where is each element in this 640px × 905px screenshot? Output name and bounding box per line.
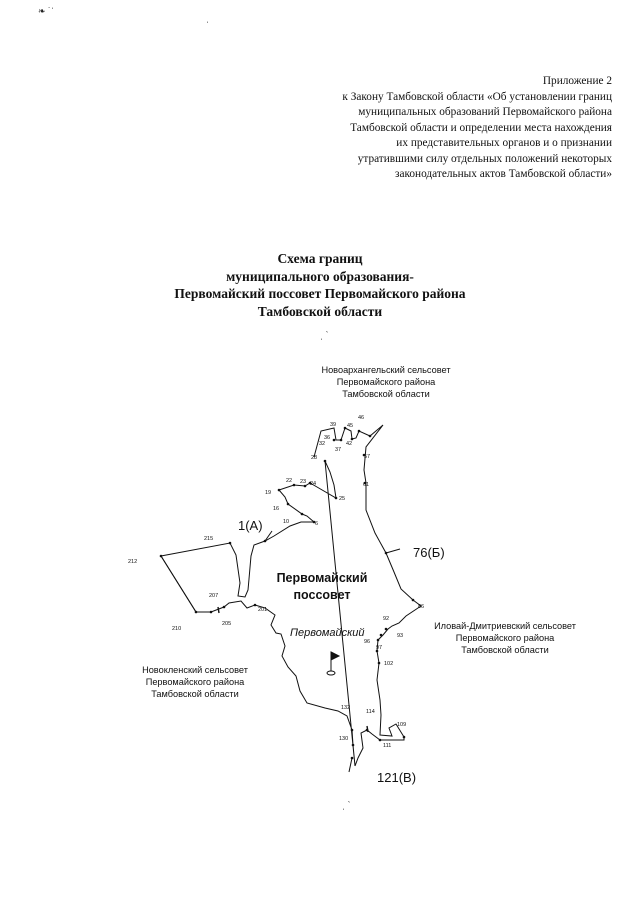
point-label: 210 (172, 626, 182, 632)
vertex-dot (160, 555, 163, 558)
vertex-dot (385, 628, 388, 631)
point-label: 19 (265, 490, 272, 496)
point-label: 205 (222, 621, 232, 627)
neighbor-line: Иловай-Дмитриевский сельсовет (434, 621, 576, 631)
municipality-boundary (161, 425, 421, 766)
vertex-dot (335, 497, 338, 500)
point-label: 102 (384, 661, 394, 667)
point-label: 109 (397, 722, 407, 728)
vertex-dot (403, 736, 406, 739)
appendix-line: Приложение 2 (542, 75, 612, 87)
point-label: 201 (258, 607, 268, 613)
point-label: 22 (286, 478, 293, 484)
admin-center-flag-icon (327, 652, 339, 675)
point-label: 61 (363, 482, 370, 488)
vertex-dot (340, 439, 343, 442)
vertex-dot (351, 757, 354, 760)
point-label: 114 (366, 709, 375, 715)
vertex-dot (301, 513, 304, 516)
point-label: 86 (418, 604, 425, 610)
point-label: 24 (310, 481, 317, 487)
neighbor-line: Новокленский сельсовет (142, 665, 248, 675)
appendix-line: Тамбовской области и определении места нахождения (350, 121, 612, 134)
vertex-dot (377, 639, 380, 642)
scan-mark-bottom: ˌ ˋ (342, 800, 351, 810)
boundary-node-a: 1(А) (238, 518, 263, 533)
point-label: 39 (330, 422, 337, 428)
appendix-line: их представительных органов и о признании (396, 137, 612, 149)
point-label: 32 (319, 441, 326, 447)
point-label: 6 (315, 521, 319, 527)
neighbor-line: Тамбовской области (342, 389, 430, 399)
vertex-dot (358, 430, 361, 433)
point-label: 93 (397, 633, 404, 639)
point-label: 111 (383, 743, 392, 749)
point-label: 42 (346, 441, 353, 447)
point-label: 37 (335, 447, 342, 453)
vertex-dot (229, 542, 232, 545)
vertex-dot (351, 438, 354, 441)
neighbor-line: Новоархангельский сельсовет (321, 365, 451, 375)
neighbor-line: Тамбовской области (461, 645, 549, 655)
point-label: 130 (339, 736, 349, 742)
point-label: 96 (364, 639, 371, 645)
appendix-line: утратившими силу отдельных положений некоторых (357, 152, 612, 165)
vertex-dot (223, 606, 226, 609)
vertex-dot (369, 435, 372, 438)
point-label: 212 (128, 559, 138, 565)
vertex-dot (210, 611, 213, 614)
vertex-dot (352, 744, 355, 747)
neighbor-line: Тамбовской области (151, 689, 239, 699)
vertex-dot (344, 427, 347, 430)
point-label: 23 (300, 479, 307, 485)
boundary-tail-c (349, 758, 352, 772)
neighbor-line: Первомайского района (336, 377, 436, 387)
point-label: 215 (204, 536, 214, 542)
point-label: 207 (209, 593, 219, 599)
appendix-line: муниципальных образований Первомайского района (358, 106, 612, 118)
point-label: 92 (383, 616, 390, 622)
vertex-dot (304, 485, 307, 488)
vertex-dot (412, 599, 415, 602)
scan-mark-mid: ˌ ˋ (320, 330, 329, 340)
appendix-line: к Закону Тамбовской области «Об установлении границ (342, 90, 612, 103)
title-line: Тамбовской области (257, 303, 383, 319)
vertex-dot (264, 540, 267, 543)
point-label: 97 (376, 645, 383, 651)
point-label: 45 (347, 423, 354, 429)
title-line: муниципального образования- (226, 268, 414, 284)
vertex-dot (380, 634, 383, 637)
boundary-node-b: 76(Б) (413, 545, 445, 560)
settlement-name: Первомайский (290, 627, 365, 639)
vertex-dot (287, 503, 290, 506)
neighbor-line: Первомайского района (145, 677, 245, 687)
vertex-dot (278, 489, 281, 492)
vertex-dot (324, 460, 327, 463)
vertex-dot (293, 484, 296, 487)
point-label: 132 (341, 705, 351, 711)
boundary-node-c: 121(В) (377, 770, 417, 785)
vertex-dot (378, 662, 381, 665)
point-label: 16 (273, 506, 280, 512)
vertex-dot (379, 739, 382, 742)
appendix-line: законодательных актов Тамбовской области» (395, 168, 612, 180)
neighbor-line: Первомайского района (455, 633, 555, 643)
vertex-dot (254, 604, 257, 607)
municipality-name-line: поссовет (293, 588, 351, 602)
municipality-name-line: Первомайский (276, 571, 368, 585)
vertex-dot (333, 439, 336, 442)
vertex-dot (351, 729, 354, 732)
vertex-markers (160, 427, 415, 760)
scan-mark-top: ˈ (206, 20, 209, 30)
vertex-dot (385, 552, 388, 555)
point-label: 28 (311, 455, 318, 461)
point-label: 57 (364, 454, 371, 460)
title-line: Схема границ (277, 251, 363, 266)
point-label: 10 (283, 519, 290, 525)
point-label: 46 (358, 415, 365, 421)
point-label: 25 (339, 496, 346, 502)
scan-mark-top-left: ❧ ˙ˈ (38, 6, 55, 16)
inner-boundary (161, 556, 211, 612)
boundary-tail-b (386, 549, 400, 553)
point-label: 36 (324, 435, 331, 441)
vertex-dot (195, 611, 198, 614)
title-line: Первомайский поссовет Первомайского района (174, 286, 466, 301)
